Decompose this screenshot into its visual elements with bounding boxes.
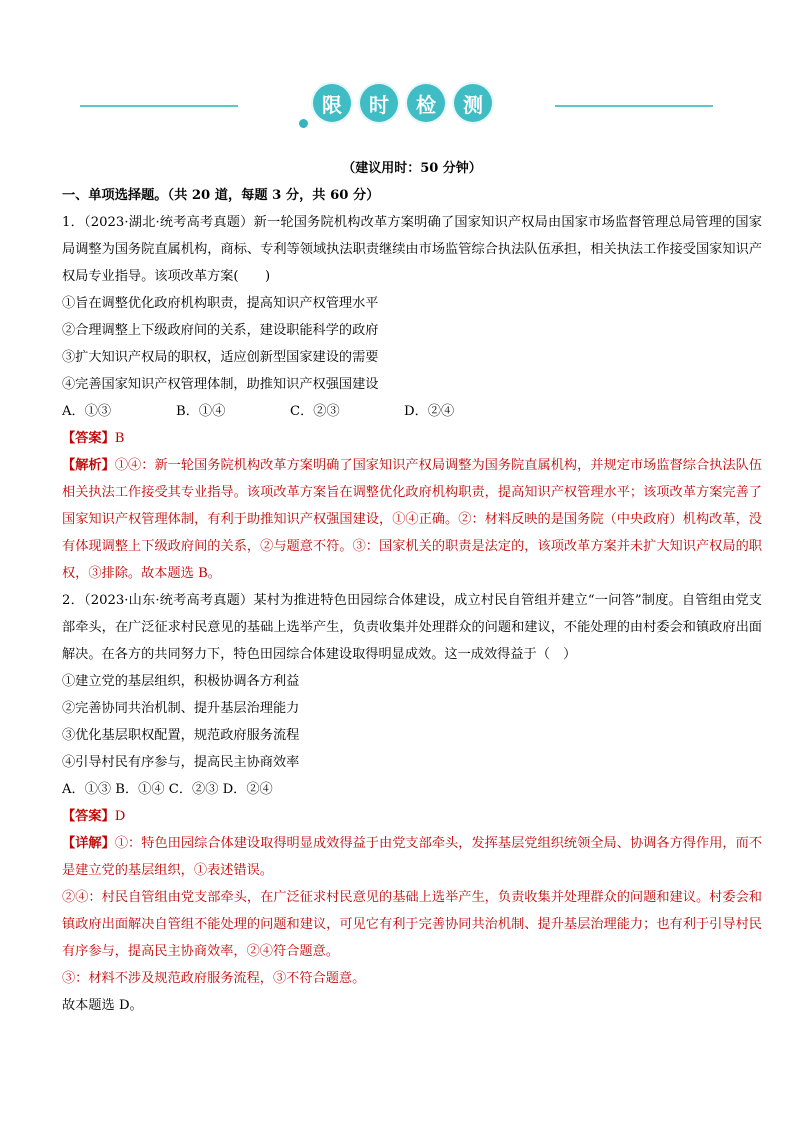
banner-line-left xyxy=(80,105,238,107)
question-stem: 2．（2023·山东·统考高考真题）某村为推进特色田园综合体建设，成立村民自管组并建立“一问答”制度。自管组由党支部牵头，在广泛征求村民意见的基础上选举产生，负责收集并处理群众的问题和建议，不能处理的由村委会和镇政府出面解决。在各方的共同努力下，特色田园综合体建设取得明显成效。这一成效得益于（ ） xyxy=(62,593,762,662)
analysis-text: ①：特色田园综合体建设取得明显成效得益于由党支部牵头，发挥基层党组织统领全局、协调各方得作用，而不是建立党的基层组织，①表述错误。 xyxy=(62,836,763,878)
banner-char: 测 xyxy=(454,84,492,122)
analysis-paragraph: ②④：村民自管组由党支部牵头，在广泛征求村民意见的基础上选举产生，负责收集并处理群众的问题和建议。村委会和镇政府出面解决自管组不能处理的问题和建议，可见它有利于完善协同共治机制、提升基层治理能力；也有利于引导村民有序参与，提高民主协商效率，②④符合题意。 xyxy=(62,890,762,959)
option-a: A．①③ xyxy=(62,404,112,419)
statement: ②完善协同共治机制、提升基层治理能力 xyxy=(62,701,300,716)
statement: ④完善国家知识产权管理体制，助推知识产权强国建设 xyxy=(62,377,379,392)
analysis xyxy=(62,830,762,884)
banner-dot xyxy=(299,119,308,128)
answer-value: B xyxy=(114,431,125,446)
suggested-time: （建议用时：50 分钟） xyxy=(342,161,482,176)
document-body xyxy=(62,158,762,1019)
analysis-paragraph: ③：材料不涉及规范政府服务流程，③不符合题意。 xyxy=(62,971,366,986)
banner-char: 时 xyxy=(360,84,398,122)
answer-value: D xyxy=(114,809,126,824)
analysis-label: 【解析】 xyxy=(62,458,115,473)
option-d: D．②④ xyxy=(404,404,455,419)
statement: ②合理调整上下级政府间的关系，建设职能科学的政府 xyxy=(62,323,379,338)
analysis-text: ①④：新一轮国务院机构改革方案明确了国家知识产权局调整为国务院直属机构，并规定市场监督综合执法队伍相关执法工作接受其专业指导。该项改革方案旨在调整优化政府机构职责，提高知识产权管理水平；该项改革方案完善了国家知识产权管理体制，有利于助推知识产权强国建设，①④正确。②：材料反映的是国务院（中央政府）机构改革，没有体现调整上下级政府间的关系，②与题意不符。③：国家机关的职责是法定的，该项改革方案并未扩大知识产权局的职权，③排除。故本题选 B。 xyxy=(62,458,763,581)
statement: ③优化基层职权配置，规范政府服务流程 xyxy=(62,728,300,743)
answer-label: 【答案】 xyxy=(62,431,115,446)
section-title: 一、单项选择题。（共 20 道，每题 3 分，共 60 分） xyxy=(62,188,380,203)
option-c: C．②③ xyxy=(290,404,340,419)
statement: ①旨在调整优化政府机构职责，提高知识产权管理水平 xyxy=(62,296,379,311)
answer-line xyxy=(62,803,762,830)
statement: ④引导村民有序参与，提高民主协商效率 xyxy=(62,755,300,770)
question-1 xyxy=(62,209,762,587)
banner-char: 检 xyxy=(407,84,445,122)
options-row: A．①③ B．①④ C．②③ D．②④ xyxy=(62,782,273,797)
answer-label: 【答案】 xyxy=(62,809,115,824)
statement: ③扩大知识产权局的职权，适应创新型国家建设的需要 xyxy=(62,350,379,365)
banner-line-right xyxy=(555,105,713,107)
option-b: B．①④ xyxy=(176,404,226,419)
analysis xyxy=(62,452,762,587)
options-row xyxy=(62,398,762,425)
answer-line xyxy=(62,425,762,452)
statement: ①建立党的基层组织，积极协调各方利益 xyxy=(62,674,300,689)
header-banner xyxy=(0,84,794,132)
banner-title xyxy=(313,84,492,122)
banner-char: 限 xyxy=(313,84,351,122)
conclusion: 故本题选 D。 xyxy=(62,998,143,1013)
question-2 xyxy=(62,587,762,1019)
analysis-label: 【详解】 xyxy=(62,836,115,851)
question-stem: 1．（2023·湖北·统考高考真题）新一轮国务院机构改革方案明确了国家知识产权局由国家市场监督管理总局管理的国家局调整为国务院直属机构，商标、专利等领域执法职责继续由市场监管综合执法队伍承担，相关执法工作接受国家知识产权局专业指导。该项改革方案( ) xyxy=(62,215,762,284)
